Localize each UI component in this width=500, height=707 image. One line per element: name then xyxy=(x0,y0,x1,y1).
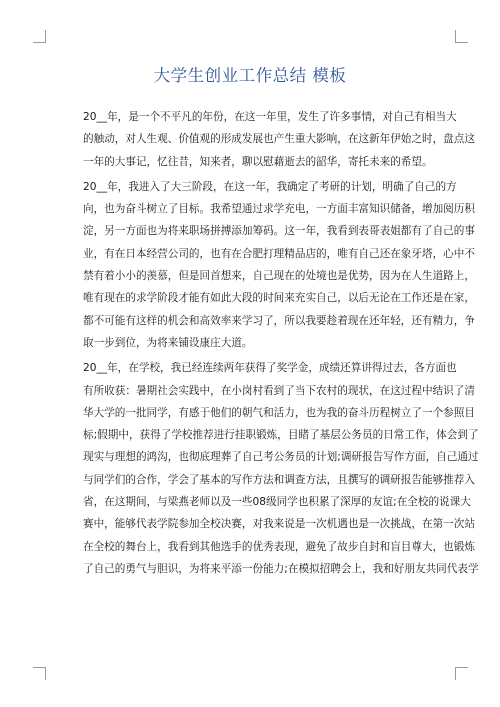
paragraph-line: 一年的大事记，忆往昔，知来者，聊以慰藉逝去的韶华，寄托未来的希望。 xyxy=(83,155,433,168)
paragraph-line: 赛中，能够代表学院参加全校决赛，对我来说是一次机遇也是一次挑战，在第一次站 xyxy=(83,518,475,531)
paragraph-line: 20__年，我进入了大三阶段，在这一年，我确定了考研的计划，明确了自己的方 xyxy=(83,180,457,193)
paragraph-line: 有所收获：暑期社会实践中，在小岗村看到了当下农村的现状，在这过程中结识了清 xyxy=(83,384,475,397)
paragraph-line: 都不可能有这样的机会和高效率来学习了，所以我要趁着现在还年轻，还有精力，争 xyxy=(83,314,475,327)
paragraph-line: 20__年，是一个不平凡的年份，在这一年里，发生了许多事情，对自己有相当大 xyxy=(83,111,457,123)
crop-mark-top-right xyxy=(455,30,468,43)
paragraph-line: 淀，另一方面也为将来职场拼搏添加筹码。这一年，我看到表哥表姐都有了自己的事 xyxy=(83,225,475,238)
document-body xyxy=(62,106,479,583)
crop-mark-top-left xyxy=(33,30,46,43)
crop-mark-bottom-right xyxy=(455,667,468,680)
paragraph-line: 业，有在日本经营公司的，也有在合肥打理精品店的，唯有自己还在象牙塔，心中不 xyxy=(83,247,475,260)
paragraph-line: 唯有现在的求学阶段才能有如此大段的时间来充实自己，以后无论在工作还是在家， xyxy=(83,292,475,305)
paragraph-line: 在全校的舞台上，我看到其他选手的优秀表现，避免了故步自封和盲目尊大，也锻炼 xyxy=(83,540,475,553)
paragraph-line: 与同学们的合作，学会了基本的写作方法和调查方法，且撰写的调研报告能够推荐入 xyxy=(83,473,475,486)
paragraph-line: 向，也为奋斗树立了目标。我希望通过求学充电，一方面丰富知识储备，增加阅历积 xyxy=(83,203,475,216)
paragraph-line: 标;假期中，获得了学校推荐进行挂职锻炼，目睹了基层公务员的日常工作，体会到了 xyxy=(83,429,479,442)
paragraph-line: 禁有着小小的羡慕，但是回首想来，自己现在的处境也是优势，因为在人生道路上， xyxy=(83,270,475,283)
paragraph-line: 了自己的勇气与胆识，为将来平添一份能力;在模拟招聘会上，我和好朋友共同代表学 xyxy=(83,562,479,575)
paragraph-line: 华大学的一批同学，有感于他们的朝气和活力，也为我的奋斗历程树立了一个参照目 xyxy=(83,406,475,419)
paragraph-3 xyxy=(62,357,479,580)
paragraph-line: 取一步到位，为将来铺设康庄大道。 xyxy=(83,336,253,349)
paragraph-line: 省，在这期间，与梁燕老师以及一些08级同学也积累了深厚的友谊;在全校的说课大 xyxy=(83,496,471,509)
crop-mark-bottom-left xyxy=(33,667,46,680)
paragraph-2 xyxy=(62,176,475,354)
paragraph-line: 的触动，对人生观、价值观的形成发展也产生重大影响，在这新年伊始之时，盘点这 xyxy=(83,133,475,146)
document-title: 大学生创业工作总结 模板 xyxy=(153,66,347,85)
paragraph-line: 现实与理想的鸿沟，也彻底理葬了自己考公务员的计划;调研报告写作方面，自己通过 xyxy=(83,451,479,464)
paragraph-line: 20__年，在学校，我已经连续两年获得了奖学金，成绩还算讲得过去，各方面也 xyxy=(83,362,457,375)
paragraph-1 xyxy=(62,106,475,173)
